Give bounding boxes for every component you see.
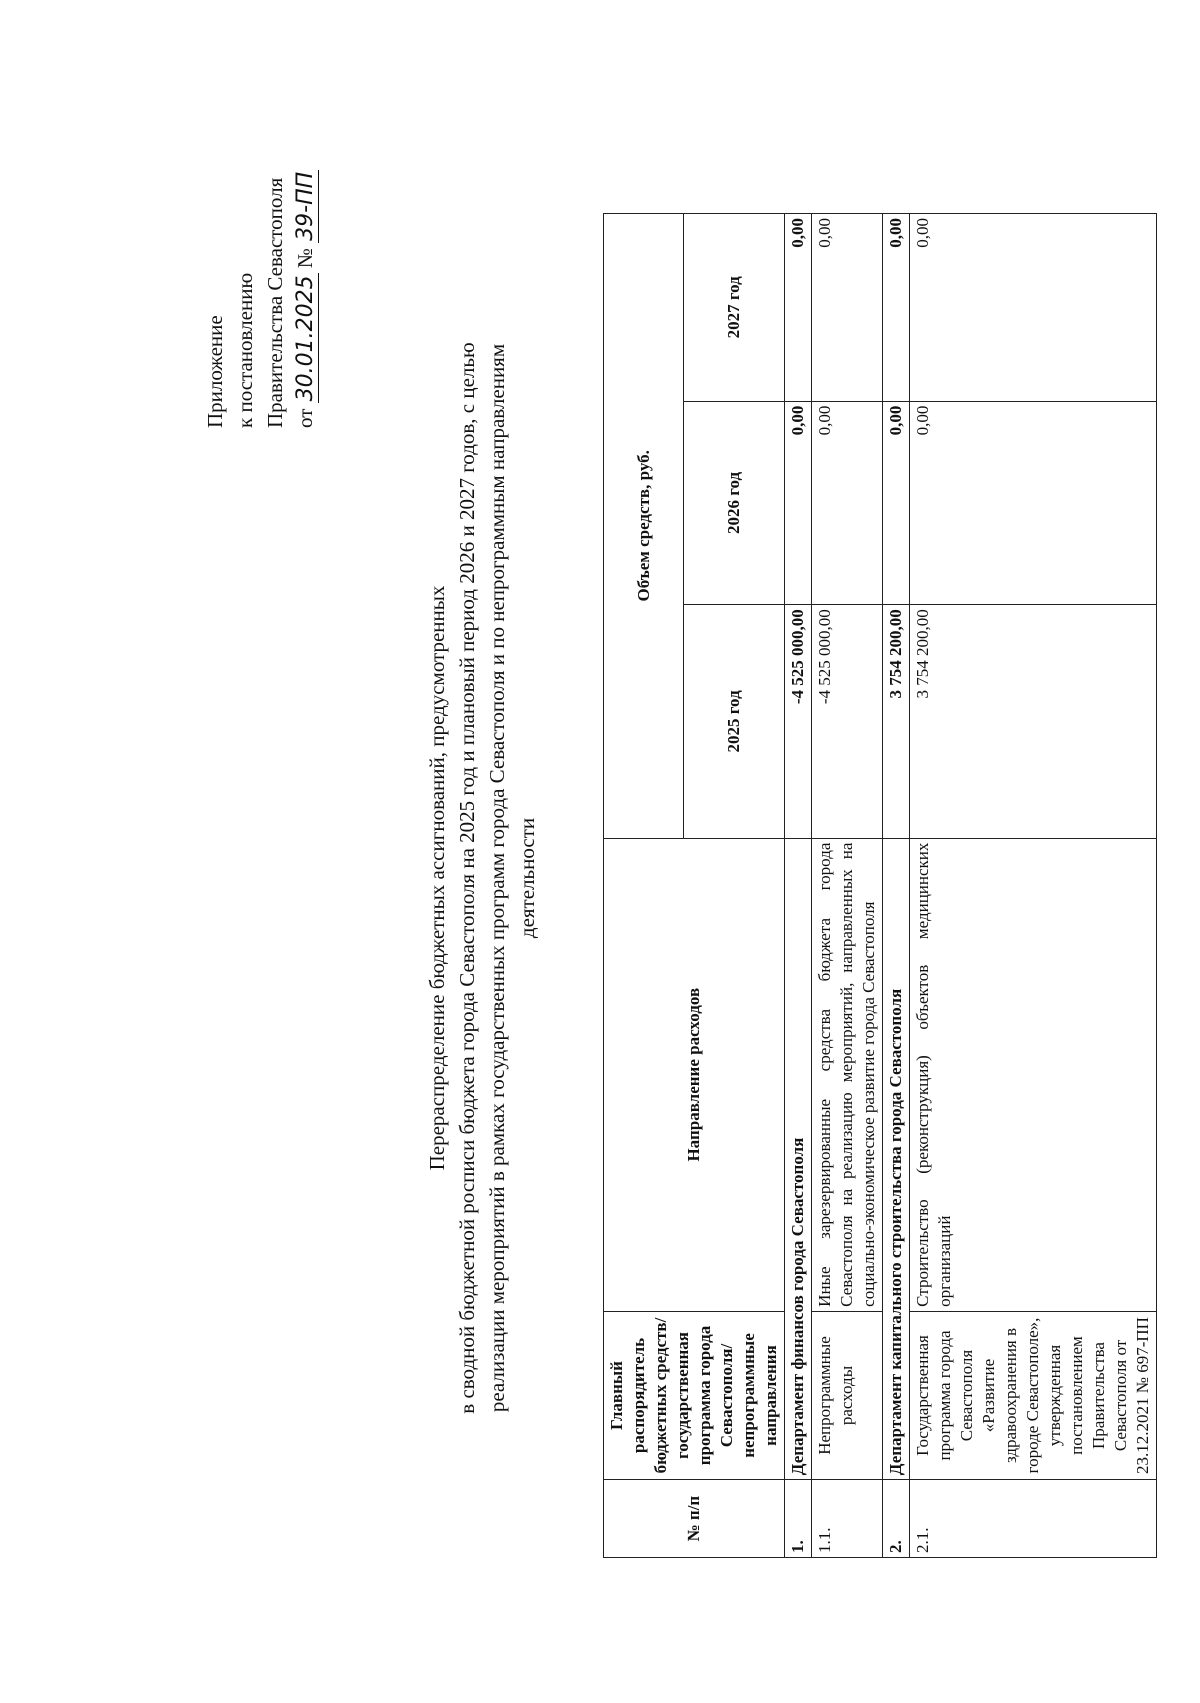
- row-num: 2.: [883, 1480, 910, 1558]
- header-2025: 2025 год: [684, 605, 785, 838]
- appendix-line: к постановлению: [233, 272, 257, 428]
- amount-2026: 0,00: [812, 401, 883, 605]
- header-num: № п/п: [604, 1480, 785, 1558]
- appendix-line: Правительства Севастополя: [263, 177, 287, 428]
- manager-cell: Государственная программа города Севастополя «Развитие здравоохранения в городе Севастополе», утвержденная постановлением Правительства Севастополя от 23.12.2021 № 697-ПП: [910, 1311, 1157, 1479]
- appendix-block: [200, 170, 321, 428]
- handwritten-date: 30.01.2025: [293, 275, 318, 402]
- amount-2027: 0,00: [910, 214, 1157, 402]
- direction-cell: Иные зарезервированные средства бюджета города Севастополя на реализацию мероприятий, направленных на социально-экономическое развитие города Севастополя: [812, 838, 883, 1311]
- header-2026: 2026 год: [684, 401, 785, 605]
- manager-cell: Непрограммные расходы: [812, 1311, 883, 1479]
- appendix-date-line: [290, 170, 321, 428]
- table-row-item: [910, 214, 1157, 1558]
- amount-2026: 0,00: [785, 401, 812, 605]
- title-line: реализации мероприятий в рамках государственных программ города Севастополя и по непрограммным направлениям: [485, 343, 509, 1413]
- table-row-dept-construction: [883, 214, 910, 1558]
- header-amount-group: Объем средств, руб.: [604, 214, 684, 839]
- title-line: в сводной бюджетной росписи бюджета города Севастополя на 2025 год и плановый период 2026 и 2027 годов, с целью: [455, 342, 479, 1414]
- amount-2027: 0,00: [812, 214, 883, 402]
- row-num: 2.1.: [910, 1480, 1157, 1558]
- amount-2025: -4 525 000,00: [785, 605, 812, 838]
- amount-2027: 0,00: [883, 214, 910, 402]
- amount-2027: 0,00: [785, 214, 812, 402]
- allocation-table: [603, 213, 1157, 1558]
- header-manager: Главный распорядитель бюджетных средств/государственная программа города Севастополя/непрограммные направления: [604, 1311, 785, 1479]
- header-2027: 2027 год: [684, 214, 785, 402]
- department-name: Департамент капитального строительства города Севастополя: [883, 838, 910, 1480]
- direction-cell: Строительство (реконструкция) объектов медицинских организаций: [910, 838, 1157, 1311]
- header-direction: Направление расходов: [604, 838, 785, 1311]
- amount-2025: -4 525 000,00: [812, 605, 883, 838]
- document-title: [422, 283, 542, 1473]
- table-row-item: [812, 214, 883, 1558]
- handwritten-number: 39-ПП: [293, 171, 318, 241]
- from-label: от: [293, 408, 317, 428]
- table-row-dept-finance: [785, 214, 812, 1558]
- amount-2026: 0,00: [883, 401, 910, 605]
- row-num: 1.: [785, 1480, 812, 1558]
- amount-2025: 3 754 200,00: [883, 605, 910, 838]
- title-line: Перераспределение бюджетных ассигнований, предусмотренных: [425, 585, 449, 1171]
- row-num: 1.1.: [812, 1480, 883, 1558]
- amount-2026: 0,00: [910, 401, 1157, 605]
- amount-2025: 3 754 200,00: [910, 605, 1157, 838]
- number-label: №: [293, 248, 317, 269]
- appendix-line: Приложение: [203, 315, 227, 428]
- department-name: Департамент финансов города Севастополя: [785, 838, 812, 1480]
- title-line: деятельности: [515, 817, 539, 939]
